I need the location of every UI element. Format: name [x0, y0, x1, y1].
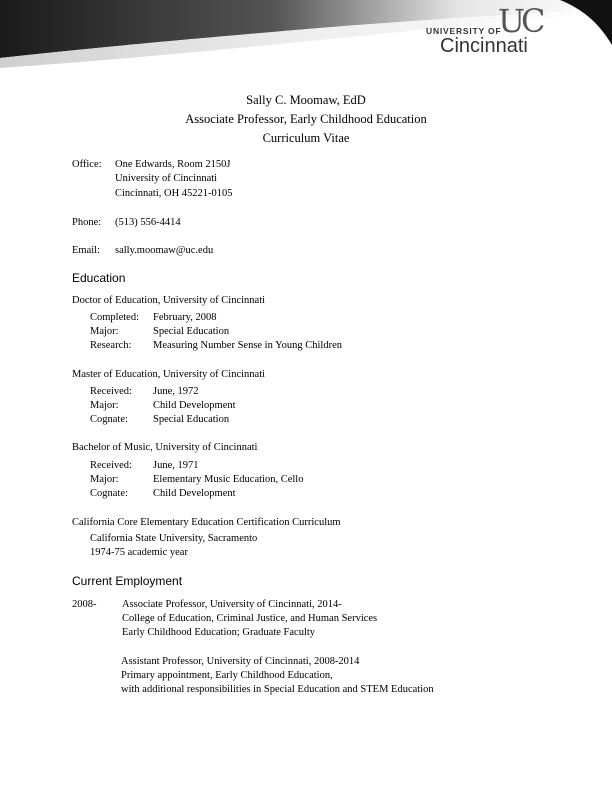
degree-row-value: Child Development — [153, 400, 236, 411]
degree-title-med: Master of Education, University of Cincinnati — [72, 369, 266, 380]
document-title: Curriculum Vitae — [262, 131, 350, 145]
degree-row-value: June, 1972 — [153, 386, 199, 397]
degree-title-bm: Bachelor of Music, University of Cincinnati — [72, 442, 258, 453]
employment-line: Primary appointment, Early Childhood Education, — [121, 670, 333, 681]
degree-row-label: Major: — [90, 326, 119, 337]
office-line-1: One Edwards, Room 2150J — [115, 159, 231, 170]
email-link[interactable]: sally.moomaw@uc.edu — [115, 245, 214, 256]
degree-row-value: Measuring Number Sense in Young Children — [153, 340, 342, 351]
uc-monogram: UC — [498, 2, 542, 40]
certification-line: 1974-75 academic year — [90, 547, 188, 558]
employment-year: 2008- — [72, 599, 97, 610]
office-line-2: University of Cincinnati — [115, 173, 218, 184]
degree-row-label: Completed: — [90, 312, 139, 323]
degree-row-label: Major: — [90, 474, 119, 485]
degree-row-value: Special Education — [153, 326, 230, 337]
email-label: Email: — [72, 245, 100, 256]
employment-line: Assistant Professor, University of Cincinnati, 2008-2014 — [121, 656, 360, 667]
university-logo — [426, 2, 586, 62]
degree-row-label: Research: — [90, 340, 132, 351]
name-title: Sally C. Moomaw, EdD — [246, 93, 366, 107]
degree-row-label: Cognate: — [90, 414, 128, 425]
office-line-3: Cincinnati, OH 45221-0105 — [115, 188, 233, 199]
degree-row-label: Received: — [90, 460, 132, 471]
degree-title-edd: Doctor of Education, University of Cincinnati — [72, 295, 266, 306]
degree-row-value: February, 2008 — [153, 312, 217, 323]
logo-line-cincinnati: Cincinnati — [440, 35, 528, 57]
certification-line: California State University, Sacramento — [90, 533, 258, 544]
degree-row-label: Major: — [90, 400, 119, 411]
title-block — [0, 91, 612, 148]
degree-row-label: Received: — [90, 386, 132, 397]
employment-line: with additional responsibilities in Special Education and STEM Education — [121, 684, 434, 695]
phone-label: Phone: — [72, 217, 102, 228]
degree-row-value: June, 1971 — [153, 460, 199, 471]
education-heading: Education — [72, 271, 126, 285]
phone-value: (513) 556-4414 — [115, 217, 181, 228]
degree-row-label: Cognate: — [90, 488, 128, 499]
office-label: Office: — [72, 159, 102, 170]
position-title: Associate Professor, Early Childhood Education — [185, 112, 427, 126]
degree-row-value: Elementary Music Education, Cello — [153, 474, 304, 485]
degree-row-value: Special Education — [153, 414, 230, 425]
degree-row-value: Child Development — [153, 488, 236, 499]
employment-line: Associate Professor, University of Cincinnati, 2014- — [122, 599, 342, 610]
certification-title: California Core Elementary Education Certification Curriculum — [72, 517, 341, 528]
employment-line: College of Education, Criminal Justice, and Human Services — [122, 613, 378, 624]
employment-heading: Current Employment — [72, 574, 183, 588]
employment-line: Early Childhood Education; Graduate Faculty — [122, 627, 316, 638]
logo-line-university-of: UNIVERSITY OF — [426, 26, 502, 36]
